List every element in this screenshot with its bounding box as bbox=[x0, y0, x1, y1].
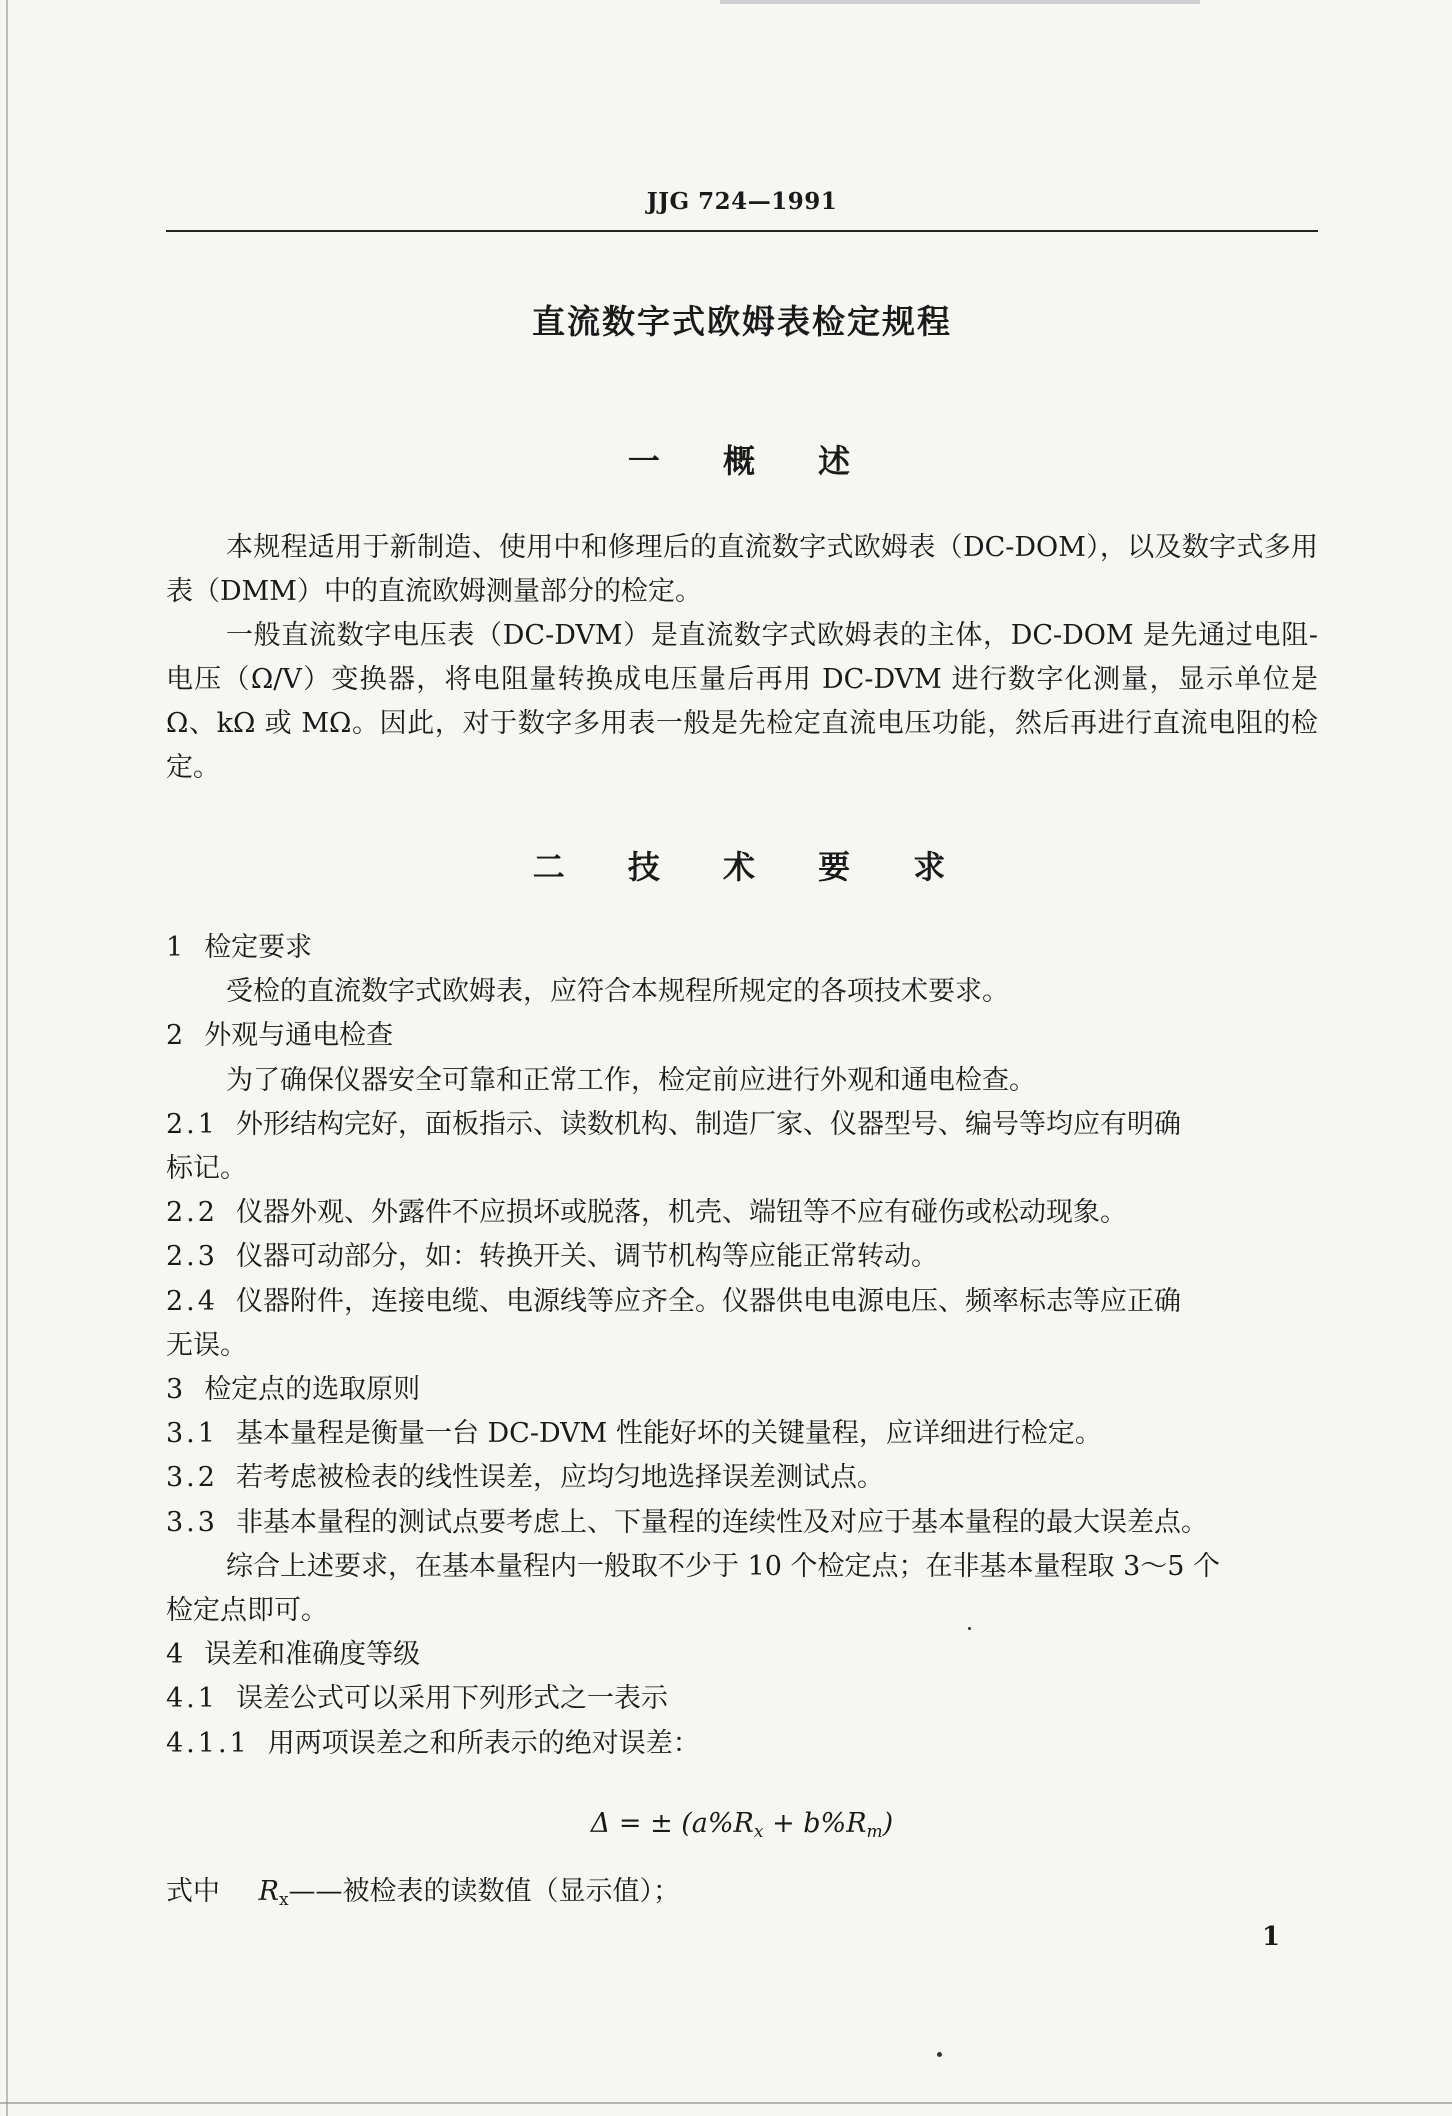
item-text: 用两项误差之和所表示的绝对误差： bbox=[267, 1727, 700, 1759]
item-number: 3.2 bbox=[166, 1462, 218, 1494]
header-rule bbox=[166, 230, 1318, 232]
page-title: 直流数字式欧姆表检定规程 bbox=[532, 302, 952, 341]
where-variable-sub: x bbox=[278, 1890, 289, 1910]
scan-speck bbox=[937, 2052, 942, 2057]
item-text: 若考虑被检表的线性误差，应均匀地选择误差测试点。 bbox=[235, 1462, 884, 1494]
list-item bbox=[166, 1324, 1318, 1368]
section-heading-requirements: 二 技 术 要 求 bbox=[532, 848, 952, 886]
item-number: 3 bbox=[166, 1374, 187, 1405]
item-number: 4.1.1 bbox=[166, 1727, 250, 1759]
item-text: 无误。 bbox=[166, 1329, 247, 1361]
list-item bbox=[166, 1633, 1318, 1677]
list-item bbox=[166, 1589, 1318, 1633]
formula-sub-x: x bbox=[753, 1822, 764, 1842]
list-item bbox=[166, 1235, 1318, 1279]
formula-where-line bbox=[166, 1870, 1318, 1922]
list-item bbox=[166, 1147, 1318, 1191]
item-number: 4.1 bbox=[166, 1683, 218, 1715]
item-number: 4 bbox=[166, 1639, 187, 1671]
formula-mid: + b%R bbox=[763, 1808, 867, 1839]
list-item bbox=[166, 1677, 1318, 1721]
intro-paragraph-2: 一般直流数字电压表（DC-DVM）是直流数字式欧姆表的主体，DC-DOM 是先通过电阻-电压（Ω/V）变换器，将电阻量转换成电压量后再用 DC-DVM 进行数字化测量，显示单位是 Ω、kΩ 或 MΩ。因此，对于数字多用表一般是先检定直流电压功能，然后再进行直流电阻的检定。 bbox=[166, 620, 1318, 783]
item-text: 仪器外观、外露件不应损坏或脱落，机壳、端钮等不应有碰伤或松动现象。 bbox=[235, 1197, 1127, 1229]
item-number: 2.3 bbox=[166, 1241, 218, 1273]
item-number: 2 bbox=[166, 1020, 187, 1052]
item-number: 2.2 bbox=[166, 1197, 218, 1229]
error-formula bbox=[166, 1808, 1318, 1842]
item-number: 1 bbox=[166, 932, 187, 963]
list-item bbox=[166, 1722, 1318, 1766]
item-text: 误差公式可以采用下列形式之一表示 bbox=[235, 1683, 668, 1715]
item-text: 仪器可动部分，如：转换开关、调节机构等应能正常转动。 bbox=[235, 1241, 938, 1273]
scan-edge-left bbox=[6, 0, 8, 2116]
where-prefix: 式中 bbox=[166, 1876, 220, 1907]
item-text: 非基本量程的测试点要考虑上、下量程的连续性及对应于基本量程的最大误差点。 bbox=[235, 1506, 1208, 1538]
list-item bbox=[226, 1545, 1378, 1589]
scan-artifact bbox=[720, 0, 1200, 4]
list-item bbox=[166, 1368, 1318, 1412]
scan-speck bbox=[968, 1627, 971, 1630]
list-item bbox=[166, 926, 1318, 970]
item-text: 基本量程是衡量一台 DC-DVM 性能好坏的关键量程，应详细进行检定。 bbox=[235, 1418, 1102, 1450]
scan-edge-bottom bbox=[0, 2102, 1452, 2104]
item-number: 2.4 bbox=[166, 1285, 218, 1317]
item-text: 误差和准确度等级 bbox=[204, 1639, 421, 1671]
item-number: 2.1 bbox=[166, 1108, 218, 1140]
item-number: 3.3 bbox=[166, 1506, 218, 1538]
item-text: 检定点的选取原则 bbox=[204, 1374, 421, 1405]
list-item bbox=[166, 1501, 1318, 1545]
intro-paragraph-1: 本规程适用于新制造、使用中和修理后的直流数字式欧姆表（DC-DOM），以及数字式多用表（DMM）中的直流欧姆测量部分的检定。 bbox=[166, 532, 1318, 607]
item-text: 受检的直流数字式欧姆表，应符合本规程所规定的各项技术要求。 bbox=[226, 976, 1009, 1008]
list-item bbox=[226, 1059, 1378, 1103]
formula-sub-m: m bbox=[866, 1822, 883, 1842]
list-item bbox=[166, 1014, 1318, 1058]
list-item bbox=[166, 1280, 1318, 1324]
standard-number: JJG 724—1991 bbox=[646, 188, 838, 215]
page-number: 1 bbox=[1262, 1922, 1281, 1952]
item-text: 检定点即可。 bbox=[166, 1595, 328, 1626]
list-item bbox=[166, 1456, 1318, 1500]
list-item bbox=[166, 1103, 1318, 1147]
item-text: 仪器附件，连接电缆、电源线等应齐全。仪器供电电源电压、频率标志等应正确 bbox=[235, 1285, 1181, 1317]
item-text: 外观与通电检查 bbox=[204, 1020, 394, 1052]
where-description: ——被检表的读数值（显示值）； bbox=[288, 1876, 681, 1907]
item-text: 标记。 bbox=[166, 1153, 247, 1184]
where-variable: R bbox=[258, 1876, 279, 1907]
item-text: 为了确保仪器安全可靠和正常工作，检定前应进行外观和通电检查。 bbox=[226, 1064, 1036, 1096]
list-item bbox=[166, 1191, 1318, 1235]
formula-end: ) bbox=[882, 1808, 894, 1839]
list-item bbox=[226, 970, 1378, 1014]
section-heading-overview: 一 概 述 bbox=[627, 442, 857, 480]
item-text: 综合上述要求，在基本量程内一般取不少于 10 个检定点；在非基本量程取 3～5 个 bbox=[226, 1550, 1221, 1582]
list-item bbox=[166, 1412, 1318, 1456]
item-number: 3.1 bbox=[166, 1418, 218, 1450]
formula-lhs: Δ = ± (a%R bbox=[590, 1808, 754, 1839]
item-text: 外形结构完好，面板指示、读数机构、制造厂家、仪器型号、编号等均应有明确 bbox=[235, 1108, 1181, 1140]
item-text: 检定要求 bbox=[204, 932, 313, 963]
